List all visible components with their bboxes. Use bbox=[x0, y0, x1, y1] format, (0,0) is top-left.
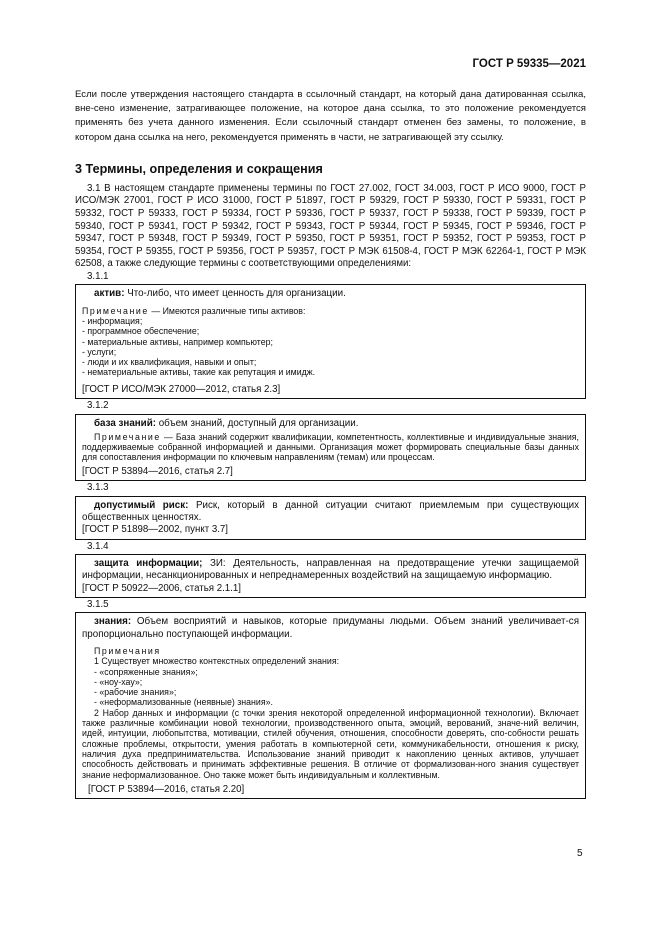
note-line: - услуги; bbox=[82, 346, 117, 357]
note-line: - «сопряженные знания»; bbox=[94, 666, 198, 677]
note-label: Примечание bbox=[82, 305, 149, 316]
term-definition bbox=[82, 616, 579, 641]
term-source: [ГОСТ Р 50922—2006, статья 2.1.1] bbox=[82, 582, 241, 594]
note-line: - «ноу-хау»; bbox=[94, 676, 143, 687]
term-definition bbox=[82, 500, 579, 525]
term-def: : Деятельность, направленная на предотвращение утечки защищаемой информации, несанкционированных и непреднамеренных воздействий на защищаемую информацию. bbox=[82, 557, 579, 582]
term-number: 3.1.5 bbox=[87, 598, 109, 610]
note-1-title: 1 Существует множество контекстных определений знания: bbox=[94, 656, 340, 667]
note-line: - люди и их квалификация, навыки и опыт; bbox=[82, 357, 257, 368]
term-box-znaniya bbox=[75, 612, 586, 799]
term-definition bbox=[82, 558, 579, 583]
note-line: - информация; bbox=[82, 315, 143, 326]
term-def: Что-либо, что имеет ценность для организации. bbox=[124, 288, 346, 300]
term-name: знания: bbox=[94, 616, 132, 628]
term-name: защита информации; bbox=[94, 557, 203, 569]
term-abbr: ЗИ bbox=[202, 557, 223, 569]
section-title: 3 Термины, определения и сокращения bbox=[75, 161, 323, 176]
term-source: [ГОСТ Р 51898—2002, пункт 3.7] bbox=[82, 524, 228, 536]
term-number: 3.1.2 bbox=[87, 400, 109, 412]
note-line: - программное обеспечение; bbox=[82, 326, 200, 337]
term-box-zashchita-informatsii bbox=[75, 554, 586, 598]
note-2: 2 Набор данных и информации (с точки зрения некоторой определенной информационной технологии). Включает также различные комбинации новой технологии, производственного опыта, эмоций, верований, значе-ний величин, идей, интуиции, любопытства, мотивации, стилей обучения, отношения, способности доверять, спо-собности решать сложные проблемы, открытости, умения работать в компьютерной сети, коммуникабельности, отношения к риску, наличия духа предпринимательства. Использование знаний приводит к накоплению ценных активов, улучшает способность действовать и принимать эффективные решения. В отличие от формализован-ного знания существует знание неформализованное. Оно также может быть индивидуальным и коллективным. bbox=[82, 707, 579, 780]
term-name: база знаний: bbox=[94, 417, 156, 429]
notes-label-text: Примечания bbox=[94, 645, 161, 656]
doc-number: ГОСТ Р 59335—2021 bbox=[472, 58, 586, 70]
term-source: [ГОСТ Р 53894—2016, статья 2.7] bbox=[82, 465, 233, 477]
intro-paragraph: Если после утверждения настоящего стандарта в ссылочный стандарт, на который дана датированная ссылка, вне-сено изменение, затрагивающее положение, на которое дана ссылка, то это положение рекомендуется применять без учета данного изменения. Если ссылочный стандарт отменен без замены, то положение, в котором дана ссылка на него, рекомендуется применять в части, не затрагивающей эту ссылку. bbox=[75, 89, 586, 143]
note-text: — Имеются различные типы активов: bbox=[148, 305, 306, 316]
page-body bbox=[75, 88, 586, 800]
term-box-dopustimyy-risk bbox=[75, 496, 586, 540]
note-line: - материальные активы, например компьютер; bbox=[82, 336, 273, 347]
term-number: 3.1.3 bbox=[87, 482, 109, 494]
term-number: 3.1.4 bbox=[87, 540, 109, 552]
note-text: — База знаний содержит квалификации, компетентность, коллективные и индивидуальные знания, поддерживаемые собранной информацией и данными. Организация может формировать специальные базы данных для сопоставления информации по ключевым направлениям (темам) или процессам. bbox=[82, 431, 579, 463]
term-definition bbox=[82, 288, 579, 300]
term-definition bbox=[82, 418, 579, 430]
notes-label bbox=[82, 646, 579, 656]
term-number: 3.1.1 bbox=[87, 270, 109, 282]
term-def: объем знаний, доступный для организации. bbox=[156, 417, 359, 429]
section-paragraph: 3.1 В настоящем стандарте применены термины по ГОСТ 27.002, ГОСТ 34.003, ГОСТ Р ИСО 9000, ГОСТ Р ИСО/МЭК 27001, ГОСТ Р ИСО 31000, ГОСТ Р 51897, ГОСТ Р 59329, ГОСТ Р 59330, ГОСТ Р 59331, ГОСТ Р 59332, ГОСТ Р 59333, ГОСТ Р 59334, ГОСТ Р 59336, ГОСТ Р 59337, ГОСТ Р 59338, ГОСТ Р 59339, ГОСТ Р 59340, ГОСТ Р 59341, ГОСТ Р 59342, ГОСТ Р 59343, ГОСТ Р 59344, ГОСТ Р 59345, ГОСТ Р 59346, ГОСТ Р 59347, ГОСТ Р 59348, ГОСТ Р 59349, ГОСТ Р 59350, ГОСТ Р 59351, ГОСТ Р 59352, ГОСТ Р 59353, ГОСТ Р 59354, ГОСТ Р 59355, ГОСТ Р 59356, ГОСТ Р 59357, ГОСТ Р МЭК 61508-4, ГОСТ Р МЭК 62264-1, ГОСТ Р МЭК 62508, а также следующие термины с соответствующими определениями: bbox=[75, 182, 586, 270]
term-box-baza-znaniy bbox=[75, 414, 586, 482]
note-line: - «рабочие знания»; bbox=[94, 687, 177, 698]
note-line: - нематериальные активы, такие как репутация и имидж. bbox=[82, 367, 316, 378]
page-number: 5 bbox=[577, 848, 583, 859]
term-source: [ГОСТ Р 53894—2016, статья 2.20] bbox=[88, 783, 245, 795]
note bbox=[82, 306, 579, 316]
term-source: [ГОСТ Р ИСО/МЭК 27000—2012, статья 2.3] bbox=[82, 383, 281, 395]
note-line: - «неформализованные (неявные) знания». bbox=[94, 697, 273, 708]
term-def: Объем восприятий и навыков, которые придуманы людьми. Объем знаний увеличивает-ся пропорционально поступающей информации. bbox=[82, 616, 579, 640]
term-box-aktiv bbox=[75, 284, 586, 399]
term-def: Риск, который в данной ситуации считают приемлемым при существующих общественных ценностях. bbox=[82, 499, 580, 523]
note-label: Примечание bbox=[94, 431, 161, 442]
term-name: допустимый риск: bbox=[94, 499, 189, 511]
term-name: актив: bbox=[94, 288, 125, 300]
note bbox=[82, 432, 579, 463]
